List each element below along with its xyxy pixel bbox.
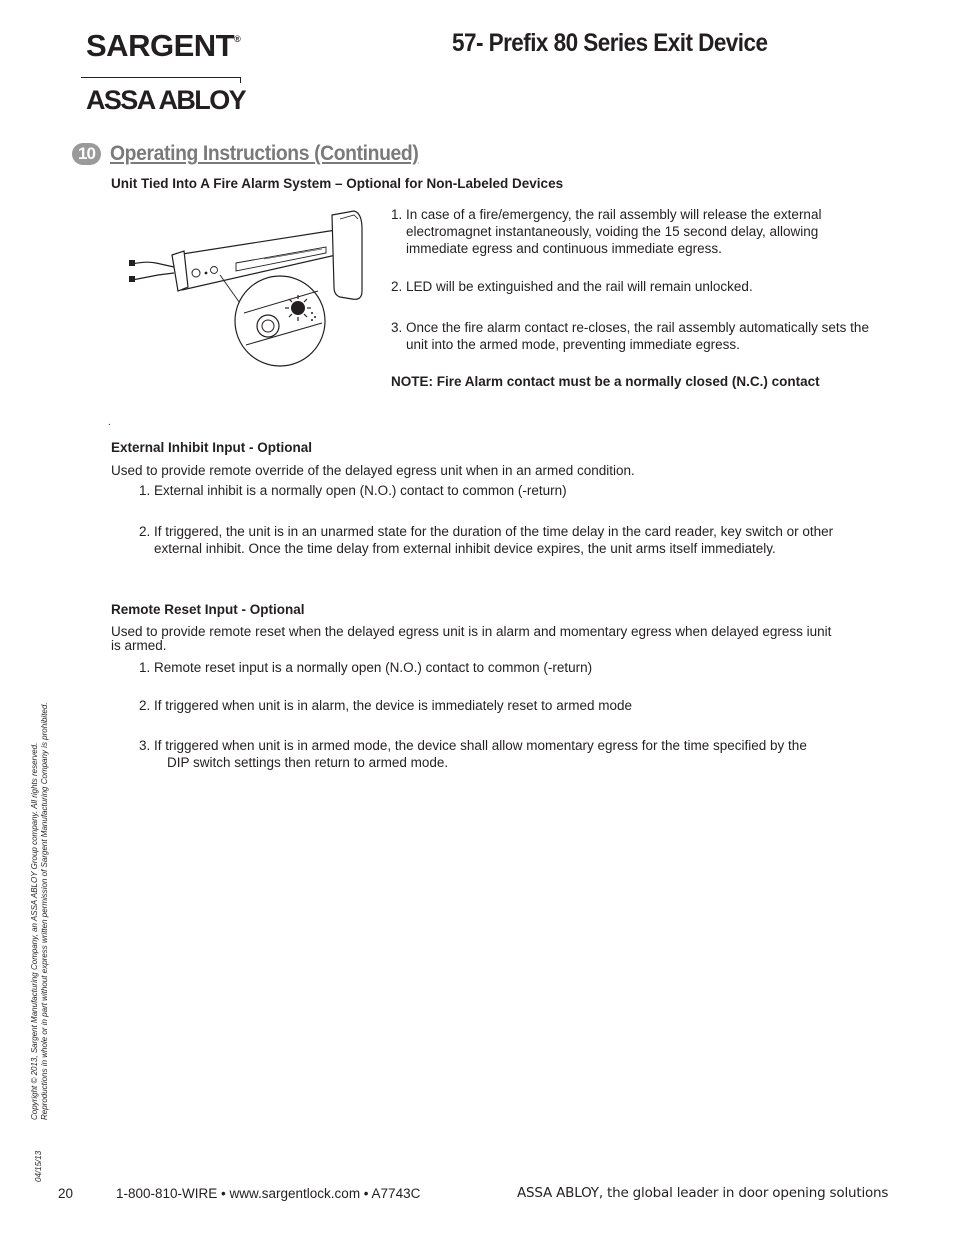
logo-divider-tick bbox=[240, 77, 241, 83]
copyright-notice: Copyright © 2013, Sargent Manufacturing Company, an ASSA ABLOY Group company. All rights reserved. Reproductions in whole or in part without express written permission of Sargent Manufacturing Company is prohibited. bbox=[30, 702, 49, 1120]
footer-contact: 1-800-810-WIRE • www.sargentlock.com • A7743C bbox=[116, 1186, 421, 1201]
remote-reset-item-2: 2. If triggered when unit is in alarm, the device is immediately reset to armed mode bbox=[139, 698, 632, 713]
remote-reset-heading: Remote Reset Input - Optional bbox=[111, 602, 305, 617]
external-inhibit-item-1: 1. External inhibit is a normally open (N.O.) contact to common (-return) bbox=[139, 483, 567, 498]
fire-alarm-item-2: 2. LED will be extinguished and the rail will remain unlocked. bbox=[391, 279, 753, 294]
sargent-logo: SARGENT® bbox=[86, 28, 241, 63]
external-inhibit-heading: External Inhibit Input - Optional bbox=[111, 440, 312, 455]
fire-alarm-item-3: 3. Once the fire alarm contact re-closes, the rail assembly automatically sets the unit into the armed mode, preventing immediate egress. bbox=[391, 320, 869, 352]
section-number-badge: 10 bbox=[72, 143, 101, 165]
exit-device-illustration bbox=[126, 205, 380, 375]
external-inhibit-item-2: 2. If triggered, the unit is in an unarmed state for the duration of the time delay in the card reader, key switch or other external inhibit. Once the time delay from external inhibit device expires, the unit arms itself immediately. bbox=[139, 524, 834, 556]
remote-reset-intro: Used to provide remote reset when the delayed egress unit is in alarm and momentary egress when delayed egress iunit is armed. bbox=[111, 624, 832, 653]
fire-alarm-note: NOTE: Fire Alarm contact must be a normally closed (N.C.) contact bbox=[391, 374, 820, 389]
assa-abloy-logo: ASSA ABLOY bbox=[86, 85, 246, 115]
page-title: 57- Prefix 80 Series Exit Device bbox=[452, 29, 768, 57]
revision-date: 04/15/13 bbox=[34, 1150, 43, 1182]
remote-reset-item-3: 3. If triggered when unit is in armed mode, the device shall allow momentary egress for the time specified by the DIP switch settings then return to armed mode. bbox=[139, 738, 807, 770]
section-title: Operating Instructions (Continued) bbox=[110, 142, 419, 165]
logo-divider bbox=[81, 77, 241, 78]
stray-mark: . bbox=[108, 417, 111, 428]
fire-alarm-item-1: 1. In case of a fire/emergency, the rail assembly will release the external electromagnet instantaneously, voiding the 15 second delay, allowing immediate egress and continuous immediate egress. bbox=[391, 207, 822, 256]
remote-reset-item-1: 1. Remote reset input is a normally open (N.O.) contact to common (-return) bbox=[139, 660, 593, 675]
page-number: 20 bbox=[58, 1186, 74, 1201]
external-inhibit-intro: Used to provide remote override of the delayed egress unit when in an armed condition. bbox=[111, 463, 635, 478]
fire-alarm-heading: Unit Tied Into A Fire Alarm System – Optional for Non-Labeled Devices bbox=[111, 176, 564, 191]
footer-tagline: ASSA ABLOY, the global leader in door opening solutions bbox=[517, 1185, 889, 1201]
